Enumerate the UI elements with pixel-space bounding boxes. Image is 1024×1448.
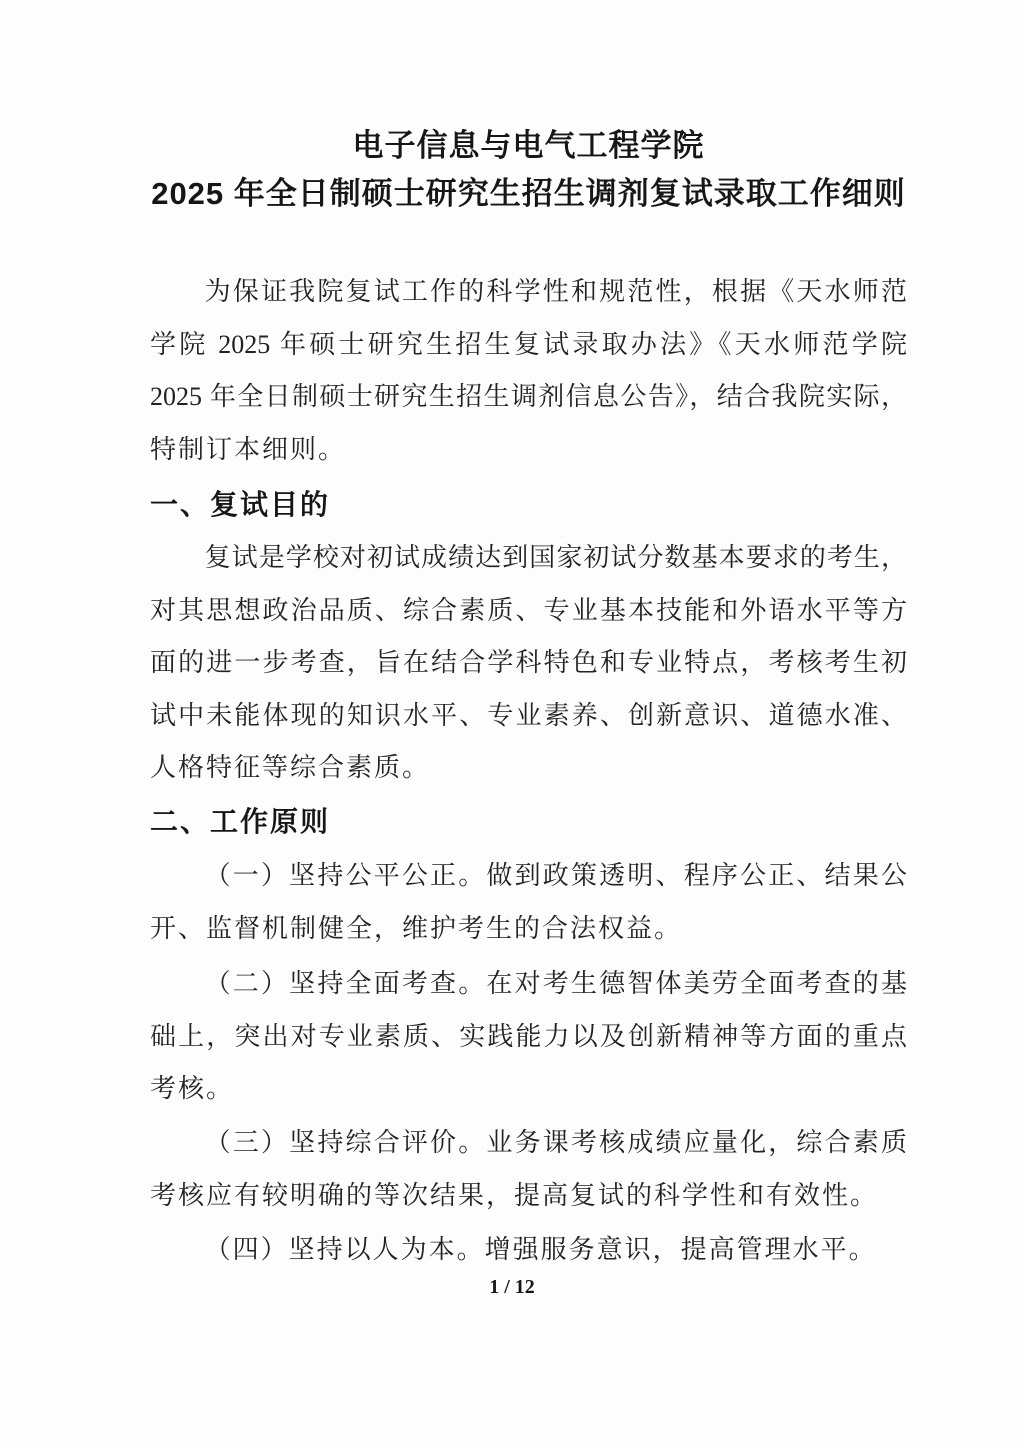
section-1-heading: 一、复试目的 bbox=[150, 490, 331, 521]
section-2-item-4 bbox=[150, 1224, 907, 1277]
text-line: 为保证我院复试工作的科学性和规范性，根据《天水师范 bbox=[204, 277, 907, 306]
text-line: 对其思想政治品质、综合素质、专业基本技能和外语水平等方 bbox=[150, 595, 907, 625]
title-line-1: 电子信息与电气工程学院 bbox=[352, 128, 705, 163]
document-title bbox=[150, 122, 907, 218]
text-line: （四）坚持以人为本。增强服务意识，提高管理水平。 bbox=[204, 1235, 877, 1264]
text-line: 考核。 bbox=[150, 1074, 235, 1103]
paragraph-intro bbox=[150, 266, 907, 476]
page-number: 1 / 12 bbox=[489, 1276, 535, 1298]
text-line: 考核应有较明确的等次结果，提高复试的科学性和有效性。 bbox=[150, 1180, 879, 1210]
text-line: （二）坚持全面考查。在对考生德智体美劳全面考查的基 bbox=[204, 969, 907, 998]
section-2-item-1 bbox=[150, 850, 907, 955]
text-line: 础上，突出对专业素质、实践能力以及创新精神等方面的重点 bbox=[150, 1021, 907, 1051]
text-line: 学院 2025 年硕士研究生招生复试录取办法》《天水师范学院 bbox=[150, 329, 907, 359]
section-1-paragraph bbox=[150, 532, 907, 795]
text-line: 开、监督机制健全，维护考生的合法权益。 bbox=[150, 913, 683, 943]
text-line: （三）坚持综合评价。业务课考核成绩应量化，综合素质 bbox=[204, 1128, 907, 1157]
text-line: 2025 年全日制硕士研究生招生调剂信息公告》，结合我院实际， bbox=[150, 382, 907, 411]
section-2-item-3 bbox=[150, 1117, 907, 1222]
title-line-2: 2025 年全日制硕士研究生招生调剂复试录取工作细则 bbox=[151, 176, 906, 211]
text-line: 面的进一步考查，旨在结合学科特色和专业特点，考核考生初 bbox=[150, 648, 907, 677]
text-line: 特制订本细则。 bbox=[150, 434, 347, 464]
text-line: 复试是学校对初试成绩达到国家初试分数基本要求的考生， bbox=[204, 543, 907, 572]
text-line: 试中未能体现的知识水平、专业素养、创新意识、道德水准、 bbox=[150, 700, 907, 730]
section-2-heading: 二、工作原则 bbox=[150, 807, 331, 838]
section-2-item-2 bbox=[150, 958, 907, 1116]
text-line: （一）坚持公平公正。做到政策透明、程序公正、结果公 bbox=[204, 861, 907, 890]
text-line: 人格特征等综合素质。 bbox=[150, 753, 431, 782]
